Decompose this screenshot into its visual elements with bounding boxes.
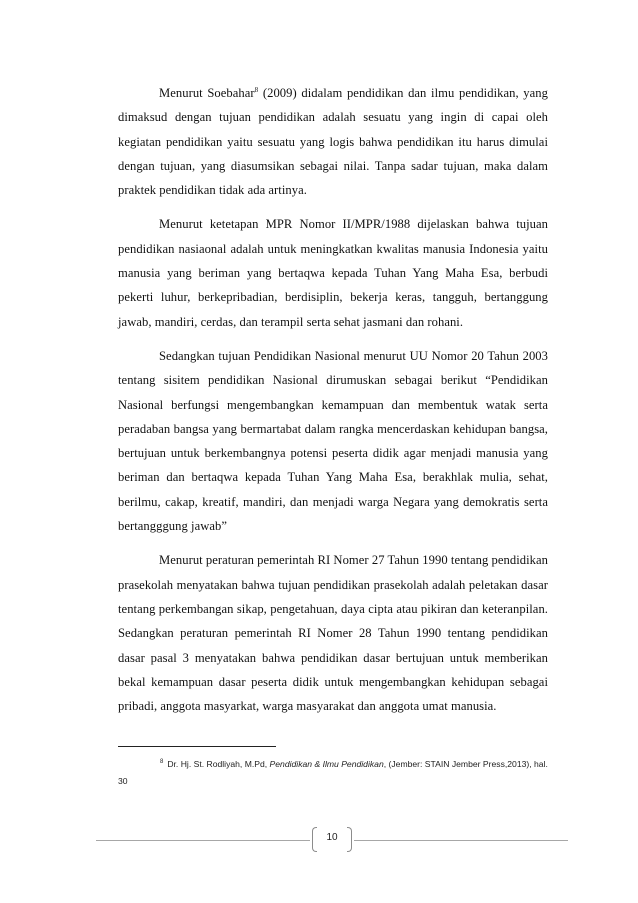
paragraph-1-lead: Menurut Soebahar <box>159 86 255 100</box>
paragraph-uu-2003: Sedangkan tujuan Pendidikan Nasional menurut UU Nomor 20 Tahun 2003 tentang sisitem pendidikan Nasional dirumuskan sebagai berikut “Pendidikan Nasional berfungsi mengembangkan kemampuan dan membentuk watak serta peradaban bangsa yang bermartabat dalam rangka mencerdaskan kehidupan bangsa, bertujuan untuk berkembangnya potensi peserta didik agar menjadi manusia yang beriman dan bertaqwa kepada Tuhan Yang Maha Esa, berakhlak mulia, sehat, berilmu, cakap, kreatif, mandiri, dan menjadi warga Negara yang demokratis serta bertangggung jawab” <box>118 348 548 534</box>
footnote-author: Dr. Hj. St. Rodliyah, M.Pd, <box>167 759 270 769</box>
page-number: 10 <box>326 832 338 843</box>
footer-rule-right <box>354 840 568 841</box>
paragraph-mpr: Menurut ketetapan MPR Nomor II/MPR/1988 dijelaskan bahwa tujuan pendidikan nasiaonal adalah untuk meningkatkan kwalitas manusia Indonesia yaitu manusia yang beriman yang bertaqwa kepada Tuhan Yang Maha Esa, berbudi pekerti luhur, berkepribadian, berdisiplin, bekerja keras, tangguh, bertanggung jawab, mandiri, cerdas, dan terampil serta sehat jasmani dan rohani. <box>118 217 548 329</box>
paragraph-1-rest: (2009) didalam pendidikan dan ilmu pendidikan, yang dimaksud dengan tujuan pendidikan adalah sesuatu yang ingin di capai oleh kegiatan pendidikan yaitu sesuatu yang logis bahwa pendidikan itu harus dimulai dengan tujuan, yang diasumsikan sebagai nilai. Tanpa sadar tujuan, maka dalam praktek pendidikan tidak ada artinya. <box>118 86 548 198</box>
footnote-reference: 8 <box>254 85 259 94</box>
footnote-publication: , (Jember: STAIN Jember Press,2013), hal. 30 <box>118 759 548 786</box>
footnote-book-title: Pendidikan & Ilmu Pendidikan <box>269 759 384 769</box>
paragraph-peraturan-pemerintah: Menurut peraturan pemerintah RI Nomer 27 Tahun 1990 tentang pendidikan prasekolah menyatakan bahwa tujuan pendidikan prasekolah adalah peletakan dasar tentang perkembangan sikap, pengetahuan, daya cipta atau pikiran dan keteranpilan. Sedangkan peraturan pemerintah RI Nomer 28 Tahun 1990 tentang pendidikan dasar pasal 3 menyatakan bahwa pendidikan dasar bertujuan untuk memberikan bekal kemampuan dasar peserta didik untuk mengembangkan kehidupan sebagai pribadi, anggota masyarkat, warga masyarakat dan anggota umat manusia. <box>118 553 548 714</box>
paragraph-soebahar <box>118 81 548 202</box>
footnote <box>118 756 548 790</box>
body-text <box>118 81 548 728</box>
page-number-box <box>312 827 352 852</box>
footer-rule-left <box>96 840 310 841</box>
footnote-separator <box>118 746 276 747</box>
footnote-marker: 8 <box>160 759 164 766</box>
page-footer <box>96 825 568 855</box>
